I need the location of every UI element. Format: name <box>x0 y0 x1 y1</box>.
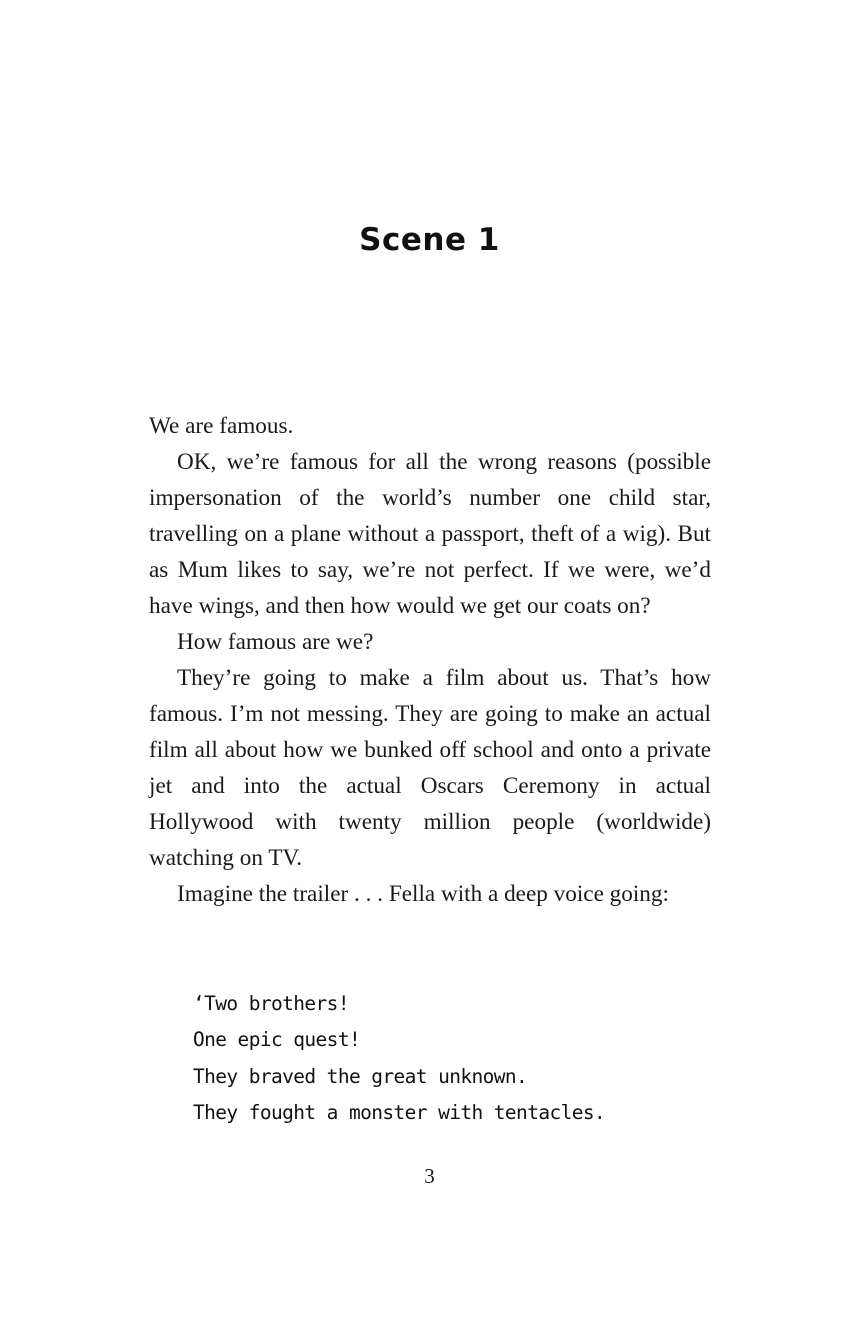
paragraph: We are famous. <box>149 413 294 439</box>
trailer-line: They braved the great unknown. <box>193 1064 528 1088</box>
page-number: 3 <box>424 1164 435 1188</box>
paragraph: They’re going to make a film about us. That’s how famous. I’m not messing. They are going to make an actual film all about how we bunked off school and onto a private jet and into the actual Oscars Ceremony in actual Hollywood with twenty million people (worldwide) watching on TV. <box>149 665 711 871</box>
paragraph: OK, we’re famous for all the wrong reasons (possible impersonation of the world’s number one child star, travelling on a plane without a passport, theft of a wig). But as Mum likes to say, we’re not perfect. If we were, we’d have wings, and then how would we get our coats on? <box>149 449 711 619</box>
paragraph: How famous are we? <box>177 629 374 655</box>
scene-heading: Scene 1 <box>359 222 500 258</box>
paragraph: Imagine the trailer . . . Fella with a deep voice going: <box>177 881 669 907</box>
trailer-line: One epic quest! <box>193 1028 361 1052</box>
trailer-line: They fought a monster with tentacles. <box>193 1100 606 1124</box>
trailer-quote <box>193 986 753 1131</box>
body-text <box>149 408 711 912</box>
trailer-line: ‘Two brothers! <box>193 992 349 1015</box>
